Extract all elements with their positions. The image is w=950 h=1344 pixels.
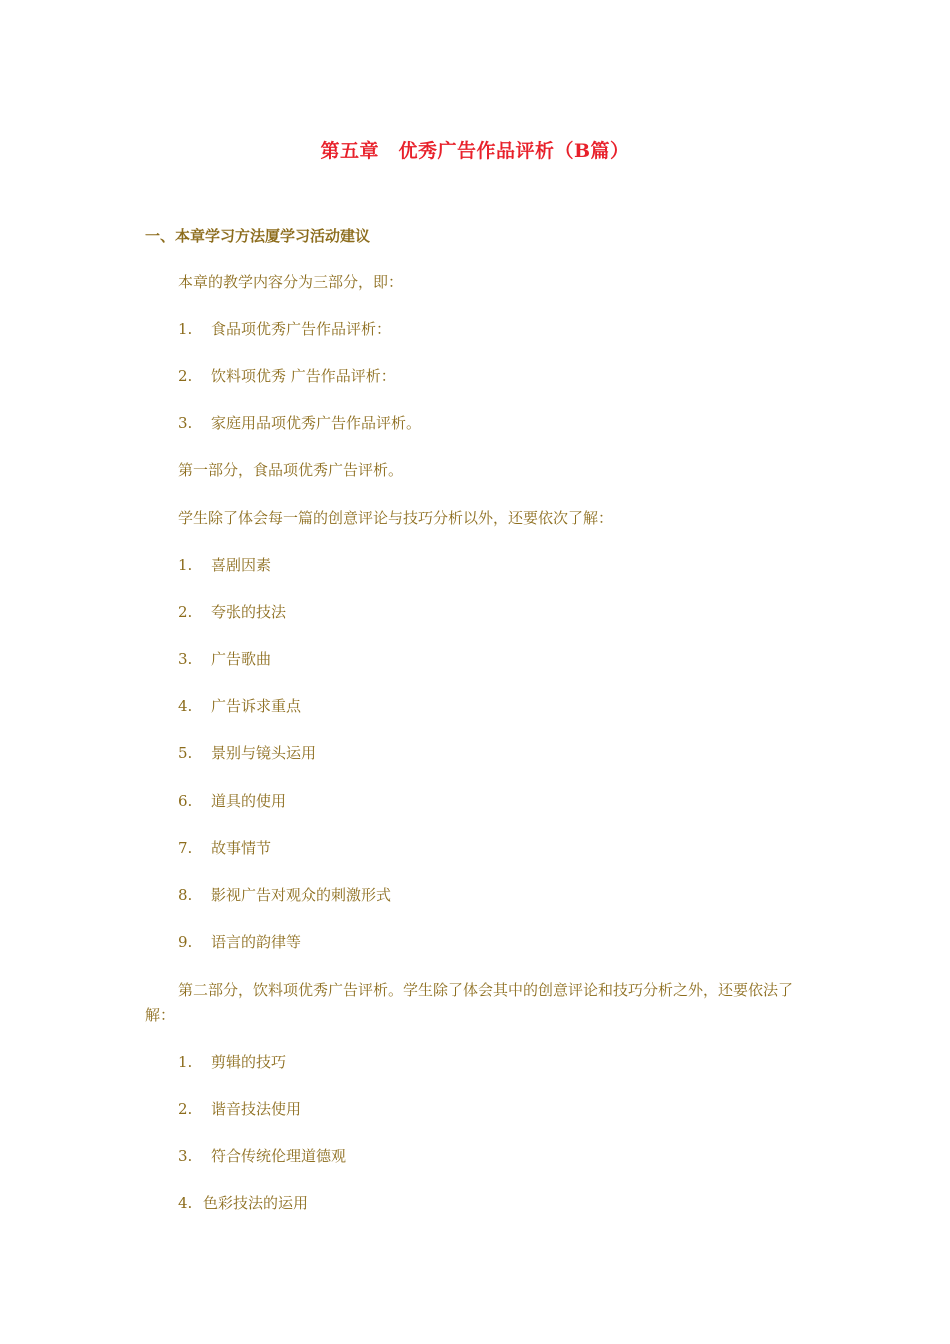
list-text: 谐音技法使用 [211, 1100, 302, 1118]
list-number: 9. [178, 933, 193, 951]
list-text: 广告歌曲 [211, 650, 272, 668]
list-text: 符合传统伦理道德观 [211, 1147, 347, 1165]
list-number: 2. [178, 367, 193, 385]
list-item [178, 931, 301, 953]
list-text: 语言的韵律等 [211, 933, 302, 951]
part1-intro: 学生除了体会每一篇的创意评论与技巧分析以外，还要依次了解： [178, 509, 614, 527]
list-number: 2. [178, 1100, 193, 1118]
list-item [178, 790, 286, 812]
list-item [178, 412, 421, 434]
list-item [178, 648, 271, 670]
list-item [178, 1145, 346, 1167]
part2-paragraph: 第二部分，饮料项优秀广告评析。学生除了体会其中的创意评论和技巧分析之外，还要依法了解： [145, 981, 794, 1024]
list-text: 喜剧因素 [211, 556, 272, 574]
list-number: 6. [178, 792, 193, 810]
list-number: 8. [178, 886, 193, 904]
list-number: 5. [178, 744, 193, 762]
list-item [178, 1192, 308, 1214]
list-text: 故事情节 [211, 839, 272, 857]
chapter-title: 第五章 优秀广告作品评析（B篇） [320, 140, 630, 162]
list-text: 夸张的技法 [211, 603, 287, 621]
list-number: 3. [178, 414, 193, 432]
section-heading: 一、本章学习方法厦学习活动建议 [145, 227, 371, 245]
list-text: 食品项优秀广告作品评析： [211, 320, 392, 338]
list-text: 影视广告对观众的刺激形式 [211, 886, 392, 904]
part1-title: 第一部分，食品项优秀广告评析。 [178, 461, 404, 479]
list-number: 2. [178, 603, 193, 621]
list-text: 饮料项优秀 广告作品评析： [211, 367, 396, 385]
list-item [178, 554, 271, 576]
list-item [178, 318, 391, 340]
list-item [178, 1098, 301, 1120]
list-text: 广告诉求重点 [211, 697, 302, 715]
list-item [178, 695, 301, 717]
list-number: 4. [178, 697, 193, 715]
list-text: 家庭用品项优秀广告作品评析。 [211, 414, 422, 432]
list-item [178, 742, 316, 764]
list-item [178, 365, 396, 387]
list-text: 剪辑的技巧 [211, 1053, 287, 1071]
list-number: 1. [178, 320, 193, 338]
list-number: 4. [178, 1194, 193, 1212]
list-number: 1. [178, 1053, 193, 1071]
list-text: 景别与镜头运用 [211, 744, 317, 762]
list-text: 道具的使用 [211, 792, 287, 810]
list-item [178, 601, 286, 623]
list-item [178, 884, 391, 906]
list-text: 色彩技法的运用 [203, 1194, 309, 1212]
list-number: 7. [178, 839, 193, 857]
list-item [178, 1051, 286, 1073]
list-number: 3. [178, 650, 193, 668]
list-number: 1. [178, 556, 193, 574]
list-number: 3. [178, 1147, 193, 1165]
intro-paragraph: 本章的教学内容分为三部分，即： [178, 273, 404, 291]
list-item [178, 837, 271, 859]
